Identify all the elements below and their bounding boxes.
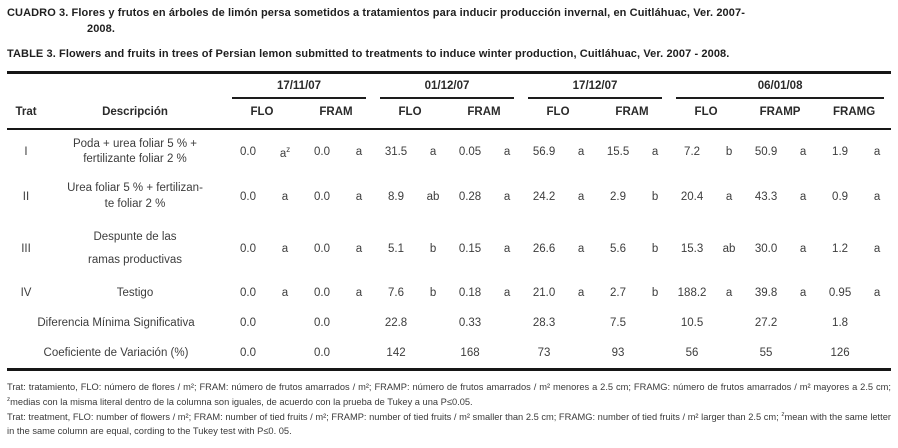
footnote-superscript-z: z: [7, 395, 11, 403]
value-cell: 0.0: [314, 287, 330, 300]
tukey-letter-cell: b: [725, 146, 733, 159]
footnote-superscript-z: z: [781, 410, 785, 418]
date-group-4: [669, 73, 891, 100]
footnote-spanish: [7, 381, 891, 410]
treatment-row: [7, 279, 891, 308]
summary-empty-cell: [567, 308, 595, 338]
value-cell: 0.28: [458, 190, 482, 203]
tukey-letter-cell: b: [651, 287, 659, 300]
tukey-letter-cell: a: [799, 287, 807, 300]
treatment-row: [7, 219, 891, 279]
summary-empty-cell: [715, 308, 743, 338]
treatment-row: [7, 129, 891, 174]
value-cell: 15.5: [606, 146, 630, 159]
value-cell: 0.0: [314, 190, 330, 203]
value-cell: 24.2: [532, 190, 556, 203]
tukey-letter-cell: b: [651, 190, 659, 203]
tukey-letter-cell: a: [429, 146, 437, 159]
table-title-english: TABLE 3. Flowers and fruits in trees of Persian lemon submitted to treatments to induce winter production, Cuitláhuac, Ver. 2007 - 2008.: [7, 48, 730, 60]
treatment-description-cell: Urea foliar 5 % + fertilizan- te foliar 2 %: [67, 182, 203, 210]
tukey-letter-cell: $a^z$: [279, 144, 291, 160]
tukey-letter-cell: a: [355, 287, 363, 300]
summary-empty-cell: [345, 338, 373, 370]
summary-label-cell: Diferencia Mínima Significativa: [37, 316, 195, 329]
value-cell: 0.0: [314, 146, 330, 159]
tukey-letter-cell: a: [281, 190, 289, 203]
tukey-letter-cell: a: [503, 287, 511, 300]
date-label: 17/12/07: [528, 74, 662, 99]
date-group-2: [373, 73, 521, 100]
summary-empty-cell: [493, 308, 521, 338]
value-cell: 0.05: [458, 146, 482, 159]
treatment-description-cell: Despunte de las ramas productivas: [88, 230, 182, 266]
tukey-letter-cell: ab: [426, 190, 440, 203]
summary-empty-cell: [789, 338, 817, 370]
tukey-letter-cell: a: [577, 190, 585, 203]
value-cell: 31.5: [384, 146, 408, 159]
summary-empty-cell: [641, 338, 669, 370]
treatment-row: [7, 174, 891, 218]
summary-value-cell: 7.5: [610, 316, 627, 329]
summary-value-cell: 0.0: [314, 346, 330, 359]
summary-row: [7, 308, 891, 338]
tukey-letter-cell: ab: [722, 242, 736, 255]
summary-empty-cell: [419, 338, 447, 370]
summary-value-cell: 93: [611, 346, 625, 359]
summary-value-cell: 22.8: [384, 316, 408, 329]
col-framg-4: FRAMG: [817, 99, 891, 129]
treatment-number-cell: II: [22, 190, 30, 203]
value-cell: 0.95: [828, 287, 852, 300]
tukey-letter-cell: a: [355, 190, 363, 203]
value-cell: 30.0: [754, 242, 778, 255]
tukey-letter-cell: a: [355, 146, 363, 159]
tukey-letter-cell: a: [725, 190, 733, 203]
summary-value-cell: 27.2: [754, 316, 778, 329]
value-cell: 2.7: [610, 287, 627, 300]
tukey-letter-cell: b: [429, 242, 437, 255]
results-table: [7, 71, 891, 371]
value-cell: 0.9: [832, 190, 849, 203]
summary-value-cell: 0.33: [458, 316, 482, 329]
tukey-letter-cell: a: [577, 287, 585, 300]
col-fram-1: FRAM: [299, 99, 373, 129]
value-cell: 8.9: [388, 190, 405, 203]
tukey-letter-cell: a: [503, 190, 511, 203]
summary-empty-cell: [271, 308, 299, 338]
summary-value-cell: 56: [685, 346, 699, 359]
date-group-3: [521, 73, 669, 100]
summary-empty-cell: [641, 308, 669, 338]
tukey-letter-cell: a: [651, 146, 659, 159]
col-framp-4: FRAMP: [743, 99, 817, 129]
summary-value-cell: 0.0: [314, 316, 330, 329]
value-cell: 26.6: [532, 242, 556, 255]
tukey-letter-cell: a: [503, 146, 511, 159]
value-cell: 0.0: [240, 287, 256, 300]
tukey-letter-cell: a: [873, 287, 881, 300]
value-cell: 0.18: [458, 287, 482, 300]
tukey-letter-cell: a: [503, 242, 511, 255]
footnote-english-text: Trat: treatment, FLO: number of flowers / m²; FRAM: number of tied fruits / m²; FRAMP: number of tied fruits / m² smaller than 2.5 cm; FRAMG: number of tied fruits / m² larger than 2.5 cm;: [7, 411, 782, 422]
treatment-description-cell: Poda + urea foliar 5 % + fertilizante foliar 2 %: [72, 138, 198, 166]
value-cell: 20.4: [680, 190, 704, 203]
summary-empty-cell: [715, 338, 743, 370]
value-cell: 7.2: [684, 146, 701, 159]
tukey-letter-cell: a: [799, 146, 807, 159]
tukey-letter-cell: b: [429, 287, 437, 300]
value-cell: 15.3: [680, 242, 704, 255]
date-group-1: [225, 73, 373, 100]
value-cell: 0.15: [458, 242, 482, 255]
summary-value-cell: 1.8: [832, 316, 849, 329]
tukey-letter-cell: a: [873, 146, 881, 159]
treatment-number-cell: I: [24, 146, 28, 159]
value-cell: 5.6: [610, 242, 627, 255]
value-cell: 1.2: [832, 242, 849, 255]
summary-empty-cell: [345, 308, 373, 338]
summary-empty-cell: [863, 308, 891, 338]
summary-value-cell: 0.0: [240, 346, 256, 359]
summary-value-cell: 10.5: [680, 316, 704, 329]
summary-value-cell: 28.3: [532, 316, 556, 329]
value-cell: 0.0: [240, 242, 256, 255]
summary-value-cell: 73: [537, 346, 551, 359]
summary-empty-cell: [419, 308, 447, 338]
value-cell: 5.1: [388, 242, 405, 255]
footnote-english: [7, 410, 891, 439]
tukey-letter-cell: a: [873, 242, 881, 255]
summary-value-cell: 55: [759, 346, 773, 359]
date-label: 06/01/08: [676, 74, 884, 99]
col-flo-1: FLO: [225, 99, 299, 129]
col-fram-2: FRAM: [447, 99, 521, 129]
value-cell: 50.9: [754, 146, 778, 159]
summary-value-cell: 142: [386, 346, 406, 359]
col-flo-3: FLO: [521, 99, 595, 129]
summary-label-cell: Coeficiente de Variación (%): [43, 346, 189, 359]
table-body: [7, 129, 891, 369]
value-cell: 188.2: [677, 287, 707, 300]
date-label: 17/11/07: [232, 74, 366, 99]
value-cell: 39.8: [754, 287, 778, 300]
date-header-row: [7, 73, 891, 100]
tukey-letter-cell: a: [799, 190, 807, 203]
footnote-english-text-cont: mean with the same letter in the same column are equal, cording to the Tukey test with P≤0. 05.: [7, 411, 891, 436]
summary-empty-cell: [493, 338, 521, 370]
col-fram-3: FRAM: [595, 99, 669, 129]
footnote-spanish-text-cont: medias con la misma literal dentro de la columna son iguales, de acuerdo con la prueba de Tukey a una P≤0.05.: [10, 396, 473, 407]
tukey-letter-cell: a: [281, 287, 289, 300]
tukey-letter-cell: a: [725, 287, 733, 300]
col-flo-4: FLO: [669, 99, 743, 129]
table-title-spanish-line2: 2008.: [87, 23, 116, 35]
tukey-letter-cell: b: [651, 242, 659, 255]
tukey-letter-cell: a: [577, 242, 585, 255]
treatment-number-cell: III: [21, 242, 31, 255]
value-cell: 56.9: [532, 146, 556, 159]
tukey-letter-cell: a: [355, 242, 363, 255]
footnotes: [7, 381, 891, 439]
value-cell: 0.0: [314, 242, 330, 255]
value-cell: 7.6: [388, 287, 405, 300]
treatment-number-cell: IV: [20, 287, 32, 300]
value-cell: 21.0: [532, 287, 556, 300]
tukey-letter-cell: a: [281, 242, 289, 255]
title-block: [7, 5, 891, 62]
header-corner: [7, 73, 225, 100]
summary-empty-cell: [789, 308, 817, 338]
value-cell: 1.9: [832, 146, 849, 159]
tukey-letter-cell: a: [577, 146, 585, 159]
value-cell: 43.3: [754, 190, 778, 203]
summary-empty-cell: [567, 338, 595, 370]
tukey-letter-cell: a: [799, 242, 807, 255]
summary-value-cell: 126: [830, 346, 850, 359]
date-label: 01/12/07: [380, 74, 514, 99]
description-column-header: Descripción: [45, 99, 225, 129]
summary-value-cell: 0.0: [240, 316, 256, 329]
table-header: [7, 73, 891, 130]
column-label-row: [7, 99, 891, 129]
tukey-letter-cell: a: [873, 190, 881, 203]
footnote-spanish-text: Trat: tratamiento, FLO: número de flores / m²; FRAM: número de frutos amarrados / m²; FRAMP: número de frutos amarrados / m² menores a 2.5 cm; FRAMG: número de frutos amarrados / m² mayores a 2.5 cm;: [7, 381, 891, 392]
summary-row: [7, 338, 891, 370]
summary-empty-cell: [863, 338, 891, 370]
summary-value-cell: 168: [460, 346, 480, 359]
trat-column-header: Trat: [7, 99, 45, 129]
value-cell: 0.0: [240, 190, 256, 203]
value-cell: 0.0: [240, 146, 256, 159]
col-flo-2: FLO: [373, 99, 447, 129]
value-cell: 2.9: [610, 190, 627, 203]
treatment-description-cell: Testigo: [116, 286, 154, 299]
table-title-spanish-line1: CUADRO 3. Flores y frutos en árboles de limón persa sometidos a tratamientos para inducir producción invernal, en Cuitláhuac, Ver. 2007-: [7, 7, 745, 19]
summary-empty-cell: [271, 338, 299, 370]
